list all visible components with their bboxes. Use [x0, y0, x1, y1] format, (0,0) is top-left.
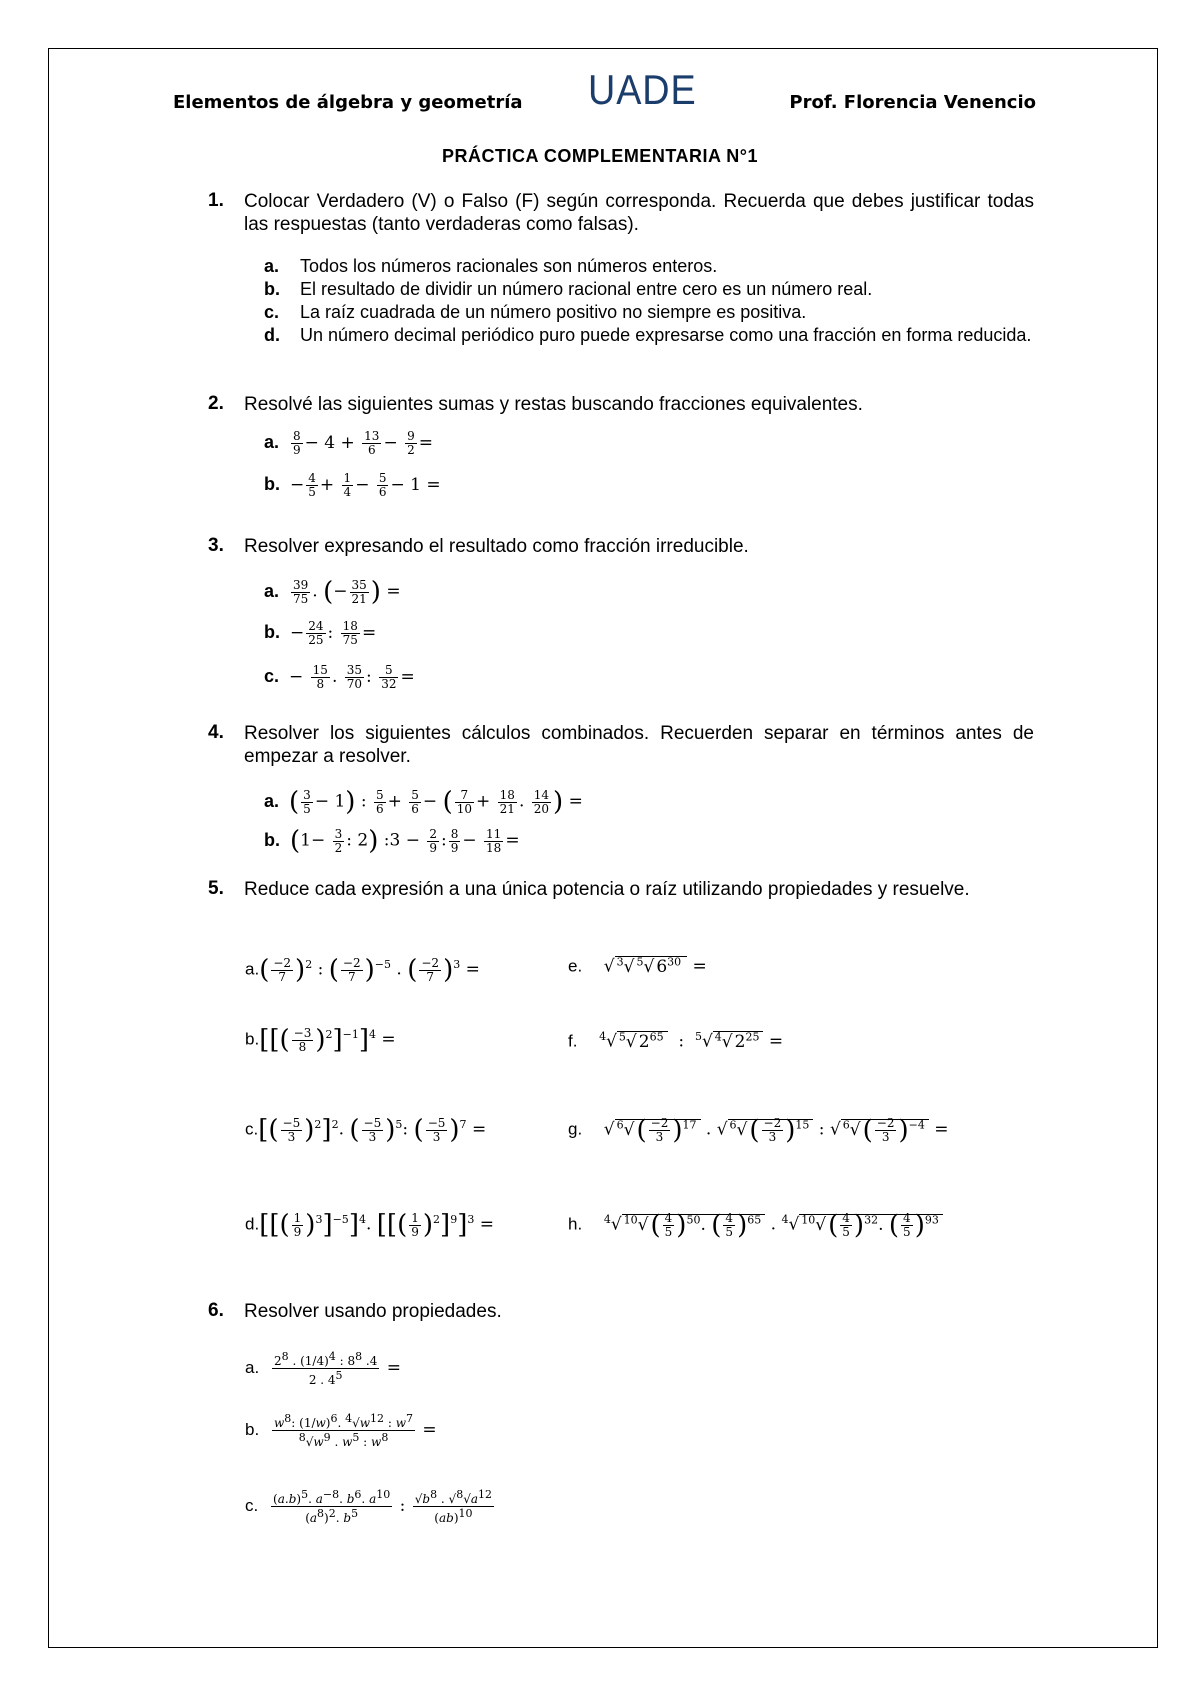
item-text: Un número decimal periódico puro puede expresarse como una fracción en forma reducida. [300, 325, 1032, 345]
q6-exercise-c: c. $\frac{(a.b)^5. a^{-8}. b^6. a^{10}}{(a^8)^2. b^5}$ : $\frac{√b^8 . √^8√a^{12}}{(ab)^{10}}$ [245, 1488, 493, 1525]
question-number: 6. [208, 1300, 224, 1321]
exercise-letter: e. [568, 956, 583, 976]
q5-exercise-e: e. √ $^3$√ $^5$√ $6^{30}$ = [568, 955, 707, 977]
q2-exercise-b: b. − $\frac{4}{5}$ + $\frac{1}{4}$ − $\frac{5}{6}$ − 1 = [264, 471, 441, 499]
exercise-letter: c. [245, 1119, 259, 1139]
exercise-letter: g. [568, 1119, 583, 1139]
question-text: Resolver los siguientes cálculos combinados. Recuerden separar en términos antes de empezar a resolver. [244, 723, 1034, 767]
q4-exercise-a: a. ( $\frac{3}{5}$ − 1) : $\frac{5}{6}$ + $\frac{5}{6}$ − ( $\frac{7}{10}$ + $\frac{18}{21}$ . $\frac{14}{20}$ ) = [264, 787, 583, 817]
q4-exercise-b: b. (1− $\frac{3}{2}$ : 2) :3 − $\frac{2}{9}$ : $\frac{8}{9}$ − $\frac{11}{18}$ = [264, 826, 520, 856]
q6-exercise-b: b. $\frac{w^8: (1/w)^6. ^4√w^{12} : w^7}{^8√w^9 . w^5 : w^8}$ = [245, 1412, 437, 1449]
question-text: Reduce cada expresión a una única potencia o raíz utilizando propiedades y resuelve. [244, 879, 970, 900]
exercise-letter: b. [245, 1029, 260, 1049]
q3-exercise-a: a. $\frac{39}{75}$ . (− $\frac{35}{21}$ ) = [264, 577, 401, 607]
exercise-letter: a. [245, 1358, 260, 1377]
q5-exercise-f: f. $^4$√ $^5$√ $2^{65}$ : $^5$√ $^4$√ $2^{25}$ = [568, 1030, 784, 1052]
exercise-letter: f. [568, 1031, 578, 1051]
question-text: Resolvé las siguientes sumas y restas buscando fracciones equivalentes. [244, 394, 863, 415]
q5-exercise-b: b.[[( $\frac{-3}{8}$ )$^2$]$^{-1}$]$^4$ = [245, 1025, 396, 1055]
q6-exercise-a: a. $\frac{2^8 . (1/4)^4 : 8^8 .4}{2 . 4^5}$ = [245, 1350, 401, 1387]
q5-exercise-h: h. $^4$√ $^{10}$√( $\frac{4}{5}$ )$^{50}$. ( $\frac{4}{5}$ )$^{65}$ . $^4$√ $^{10}$√( $\frac{4}{5}$ )$^{32}$. ( $\frac{4}{5}$ )$^{93}$ [568, 1210, 943, 1240]
exercise-letter: b. [264, 474, 280, 494]
q5-exercise-c: c.[( $\frac{-5}{3}$ )$^2$]$^2$. ( $\frac{-5}{3}$ )$^5$: ( $\frac{-5}{3}$ )$^7$ = [245, 1115, 487, 1145]
q3-exercise-c: c. − $\frac{15}{8}$ . $\frac{35}{70}$ : $\frac{5}{32}$ = [264, 663, 415, 691]
q5-exercise-a: a.( $\frac{-2}{7}$ )$^2$ : ( $\frac{-2}{7}$ )$^{-5}$ . ( $\frac{-2}{7}$ )$^3$ = [245, 955, 480, 985]
question-number: 2. [208, 393, 224, 414]
item-letter: c. [264, 302, 280, 322]
question-number: 4. [208, 722, 224, 743]
item-letter: b. [264, 279, 280, 299]
q3-exercise-b: b. − $\frac{24}{25}$ : $\frac{18}{75}$ = [264, 619, 377, 647]
q5-exercise-g: g. √ $^6$√( $\frac{-2}{3}$ )$^{17}$ . √ $^6$√( $\frac{-2}{3}$ )$^{15}$ : √ $^6$√( $\frac{-2}{3}$ )$^{-4}$ = [568, 1115, 949, 1145]
course-name: Elementos de álgebra y geometría [173, 92, 523, 113]
item-letter: d. [264, 325, 280, 345]
item-text: La raíz cuadrada de un número positivo no siempre es positiva. [300, 302, 807, 322]
question-text: Resolver expresando el resultado como fracción irreducible. [244, 536, 749, 557]
exercise-letter: d. [245, 1214, 260, 1234]
question-number: 1. [208, 190, 224, 211]
exercise-letter: a. [264, 580, 280, 601]
question-number: 3. [208, 535, 224, 556]
q2-exercise-a: a. $\frac{8}{9}$ − 4 + $\frac{13}{6}$ − $\frac{9}{2}$ = [264, 429, 433, 457]
exercise-letter: c. [264, 666, 280, 686]
exercise-letter: h. [568, 1214, 583, 1234]
exercise-letter: b. [245, 1420, 260, 1439]
exercise-letter: a. [264, 790, 280, 811]
question-number: 5. [208, 878, 224, 899]
exercise-letter: a. [264, 432, 280, 452]
question-text: Resolver usando propiedades. [244, 1301, 502, 1322]
item-text: Todos los números racionales son números enteros. [300, 256, 718, 276]
professor-name: Prof. Florencia Venencio [789, 92, 1036, 113]
item-letter: a. [264, 256, 280, 276]
item-text: El resultado de dividir un número racional entre cero es un número real. [300, 279, 873, 299]
uade-logo: UADE [588, 66, 697, 113]
exercise-letter: b. [264, 829, 280, 850]
exercise-letter: b. [264, 622, 280, 642]
page-title: PRÁCTICA COMPLEMENTARIA N°1 [441, 146, 759, 166]
exercise-letter: a. [245, 959, 260, 979]
question-text: Colocar Verdadero (V) o Falso (F) según corresponda. Recuerda que debes justificar todas las respuestas (tanto verdaderas como falsas). [244, 191, 1034, 235]
exercise-letter: c. [245, 1496, 259, 1515]
q5-exercise-d: d.[[( $\frac{1}{9}$ )$^3$]$^{-5}$]$^4$. [[( $\frac{1}{9}$ )$^2$]$^9$]$^3$ = [245, 1210, 494, 1240]
